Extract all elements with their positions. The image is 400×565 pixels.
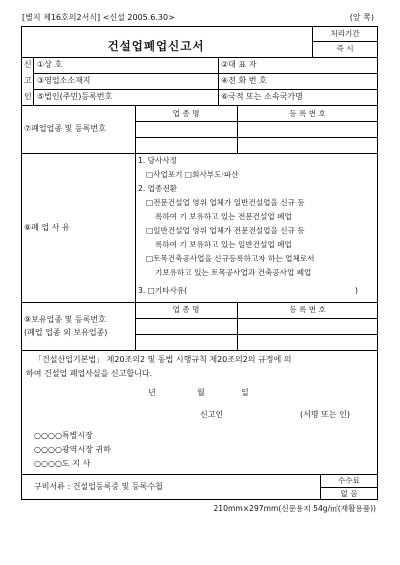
applicant-side-2: 고 — [24, 76, 32, 85]
date-day[interactable]: 일 — [241, 388, 249, 397]
retained-col-type: 업 종 명 — [172, 305, 200, 314]
applicant-side-1: 신 — [24, 60, 32, 69]
reason-line-2[interactable]: □사업포기 □회사부도·파산 — [146, 170, 239, 179]
reason-line-5: 록하여 기 보유하고 있는 전문건설업 폐업 — [155, 212, 292, 221]
recipient-1: ○○○○특별시장 — [34, 431, 93, 440]
reason-line-8[interactable]: □토목건축공사업을 신규등록하고자 하는 업체로서 — [146, 254, 315, 263]
reason-other-close: ) — [355, 286, 358, 295]
processing-period-label: 처리기간 — [330, 29, 360, 38]
closed-business-label: ⑦폐업업종 및 등록번호 — [24, 124, 106, 133]
nationality-field[interactable]: ⑥국적 또는 소속국가명 — [221, 92, 303, 101]
date-year[interactable]: 년 — [148, 388, 156, 397]
corp-reg-field[interactable]: ⑤법인(주민)등록번호 — [37, 92, 113, 101]
closed-col-reg: 등 록 번 호 — [289, 109, 326, 118]
form-title: 건설업폐업신고서 — [107, 39, 205, 53]
closed-col-type: 업 종 명 — [172, 109, 200, 118]
reason-other[interactable]: 3. □기타사유( — [138, 286, 188, 295]
reporter-label: 신고인 — [200, 410, 224, 419]
phone-field[interactable]: ④전 화 번 호 — [221, 76, 267, 85]
recipient-2: ○○○○광역시장 귀하 — [34, 445, 111, 454]
fee-label: 수수료 — [337, 476, 360, 485]
required-documents: 구비서류 : 건설업등록증 및 등록수첩 — [34, 482, 163, 491]
recipient-3: ○○○○도 지 사 — [34, 459, 91, 468]
processing-period-value: 즉 시 — [336, 44, 354, 53]
page-side-label: (앞 쪽) — [349, 13, 374, 22]
reason-line-9: 기보유하고 있는 토목공사업과 건축공사업 폐업 — [155, 268, 312, 277]
declaration-line-2: 하여 건설업 폐업사실을 신고합니다. — [26, 369, 153, 378]
closure-reason-label: ⑧폐 업 사 유 — [24, 223, 70, 232]
representative-field[interactable]: ②대 표 자 — [221, 60, 257, 69]
business-name-field[interactable]: ①상 호 — [37, 60, 63, 69]
reason-line-1: 1. 당사사정 — [138, 156, 178, 165]
reason-line-7: 록하여 기 보유하고 있는 일반건설업 폐업 — [155, 240, 292, 249]
address-field[interactable]: ③영업소소재지 — [37, 76, 91, 85]
applicant-side-3: 인 — [24, 92, 32, 101]
retained-label-2: (폐업 업종 외 보유업종) — [24, 328, 108, 337]
paper-spec: 210mm×297mm(신문용지 54g/㎡(재활용품)) — [213, 504, 376, 513]
date-month[interactable]: 월 — [197, 388, 205, 397]
declaration-line-1: 「건설산업기본법」 제20조의2 및 동법 시행규칙 제20조의2의 규정에 의 — [34, 355, 292, 364]
reason-line-6[interactable]: □일반건설업 영위 업체가 전문건설업을 신규 등 — [146, 226, 305, 235]
retained-col-reg: 등 록 번 호 — [289, 305, 326, 314]
fee-value: 없 음 — [340, 489, 358, 498]
form-number: [별지 제16호의2서식] <신설 2005.6.30> — [22, 13, 175, 22]
reason-line-4[interactable]: □전문건설업 영위 업체가 일반건설업을 신규 등 — [146, 198, 305, 207]
retained-label-1: ⑨보유업종 및 등록번호 — [24, 315, 106, 324]
signature-field[interactable]: (서명 또는 인) — [300, 410, 350, 419]
reason-line-3: 2. 업종전환 — [138, 184, 178, 193]
